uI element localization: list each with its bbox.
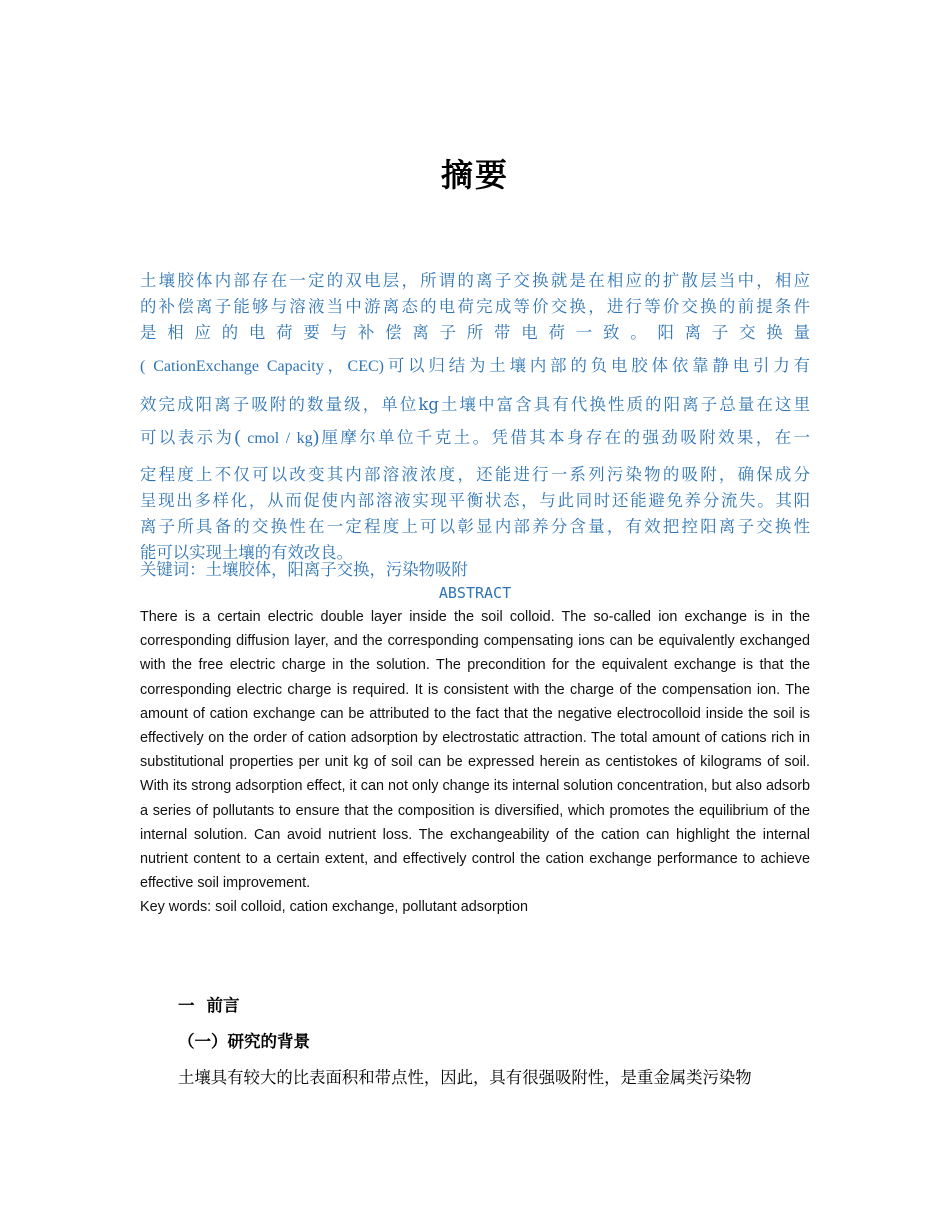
cn-abstract-line-5: 效完成阳离子吸附的数量级，单位kg土壤中富含具有代换性质的阳离子总量在这里 (140, 395, 810, 414)
section-number: 一 (178, 996, 195, 1015)
cn-abstract-line-3: 是相应的电荷要与补偿离子所带电荷一致。阳离子交换量 (140, 323, 810, 342)
english-abstract (140, 605, 810, 895)
page-title: 摘要 (440, 156, 509, 194)
cn-abstract-line-2: 的补偿离子能够与溶液当中游离态的电荷完成等价交换，进行等价交换的前提条件 (140, 297, 810, 316)
subsection-heading-background: （一）研究的背景 (178, 1032, 310, 1051)
chinese-abstract (140, 268, 810, 566)
cn-abstract-line-9: 离子所具备的交换性在一定程度上可以彰显内部养分含量，有效把控阳离子交换性 (140, 517, 810, 536)
cn-abstract-line-6-prefix: 可以表示为 (140, 428, 235, 447)
cn-abstract-line-7: 定程度上不仅可以改变其内部溶液浓度，还能进行一系列污染物的吸附，确保成分 (140, 465, 810, 484)
cn-abstract-line-1: 土壤胶体内部存在一定的双电层，所谓的离子交换就是在相应的扩散层当中，相应 (140, 271, 810, 290)
english-abstract-text: There is a certain electric double layer inside the soil colloid. The so-called ion exchange is in the corresponding diffusion layer, and the corresponding compensating ions can be equivalently exchanged with the free electric charge in the solution. The precondition for the equivalent exchange is that the corresponding electric charge is required. It is consistent with the charge of the compensation ion. The amount of cation exchange can be attributed to the fact that the negative electrocolloid inside the soil is effectively on the order of cation adsorption by electrostatic attraction. The total amount of cations rich in substitutional properties per unit kg of soil can be expressed herein as centistokes of kilograms of soil. With its strong adsorption effect, it can not only change its internal solution concentration, but also adsorb a series of pollutants to ensure that the composition is diversified, which promotes the equilibrium of the internal solution. Can avoid nutrient loss. The exchangeability of the cation can highlight the internal nutrient content to a certain extent, and effectively control the cation exchange performance to achieve effective soil improvement. (140, 609, 810, 892)
abstract-heading: ABSTRACT (438, 584, 512, 602)
cn-abstract-line-4-text: 可以归结为土壤内部的负电胶体依靠静电引力有 (383, 356, 810, 375)
body-paragraph: 土壤具有较大的比表面积和带点性，因此，具有很强吸附性，是重金属类污染物 (178, 1068, 752, 1087)
chinese-keywords: 关键词：土壤胶体，阳离子交换，污染物吸附 (140, 560, 468, 579)
cn-abstract-line-6-text: 厘摩尔单位千克土。凭借其本身存在的强劲吸附效果，在一 (319, 428, 811, 447)
cn-abstract-line-6 (140, 418, 810, 458)
cec-formula: ( CationExchange Capacity，CEC) (140, 358, 384, 375)
unit-formula: ( cmol / kg) (234, 427, 320, 448)
english-keywords: Key words: soil colloid, cation exchange, pollutant adsorption (140, 899, 528, 915)
section-title: 前言 (206, 996, 240, 1015)
section-heading-preface (178, 993, 240, 1019)
cn-abstract-line-10: 能可以实现土壤的有效改良。 (140, 543, 354, 562)
cn-abstract-line-8: 呈现出多样化，从而促使内部溶液实现平衡状态，与此同时还能避免养分流失。其阳 (140, 491, 810, 510)
cn-abstract-line-4 (140, 346, 810, 386)
